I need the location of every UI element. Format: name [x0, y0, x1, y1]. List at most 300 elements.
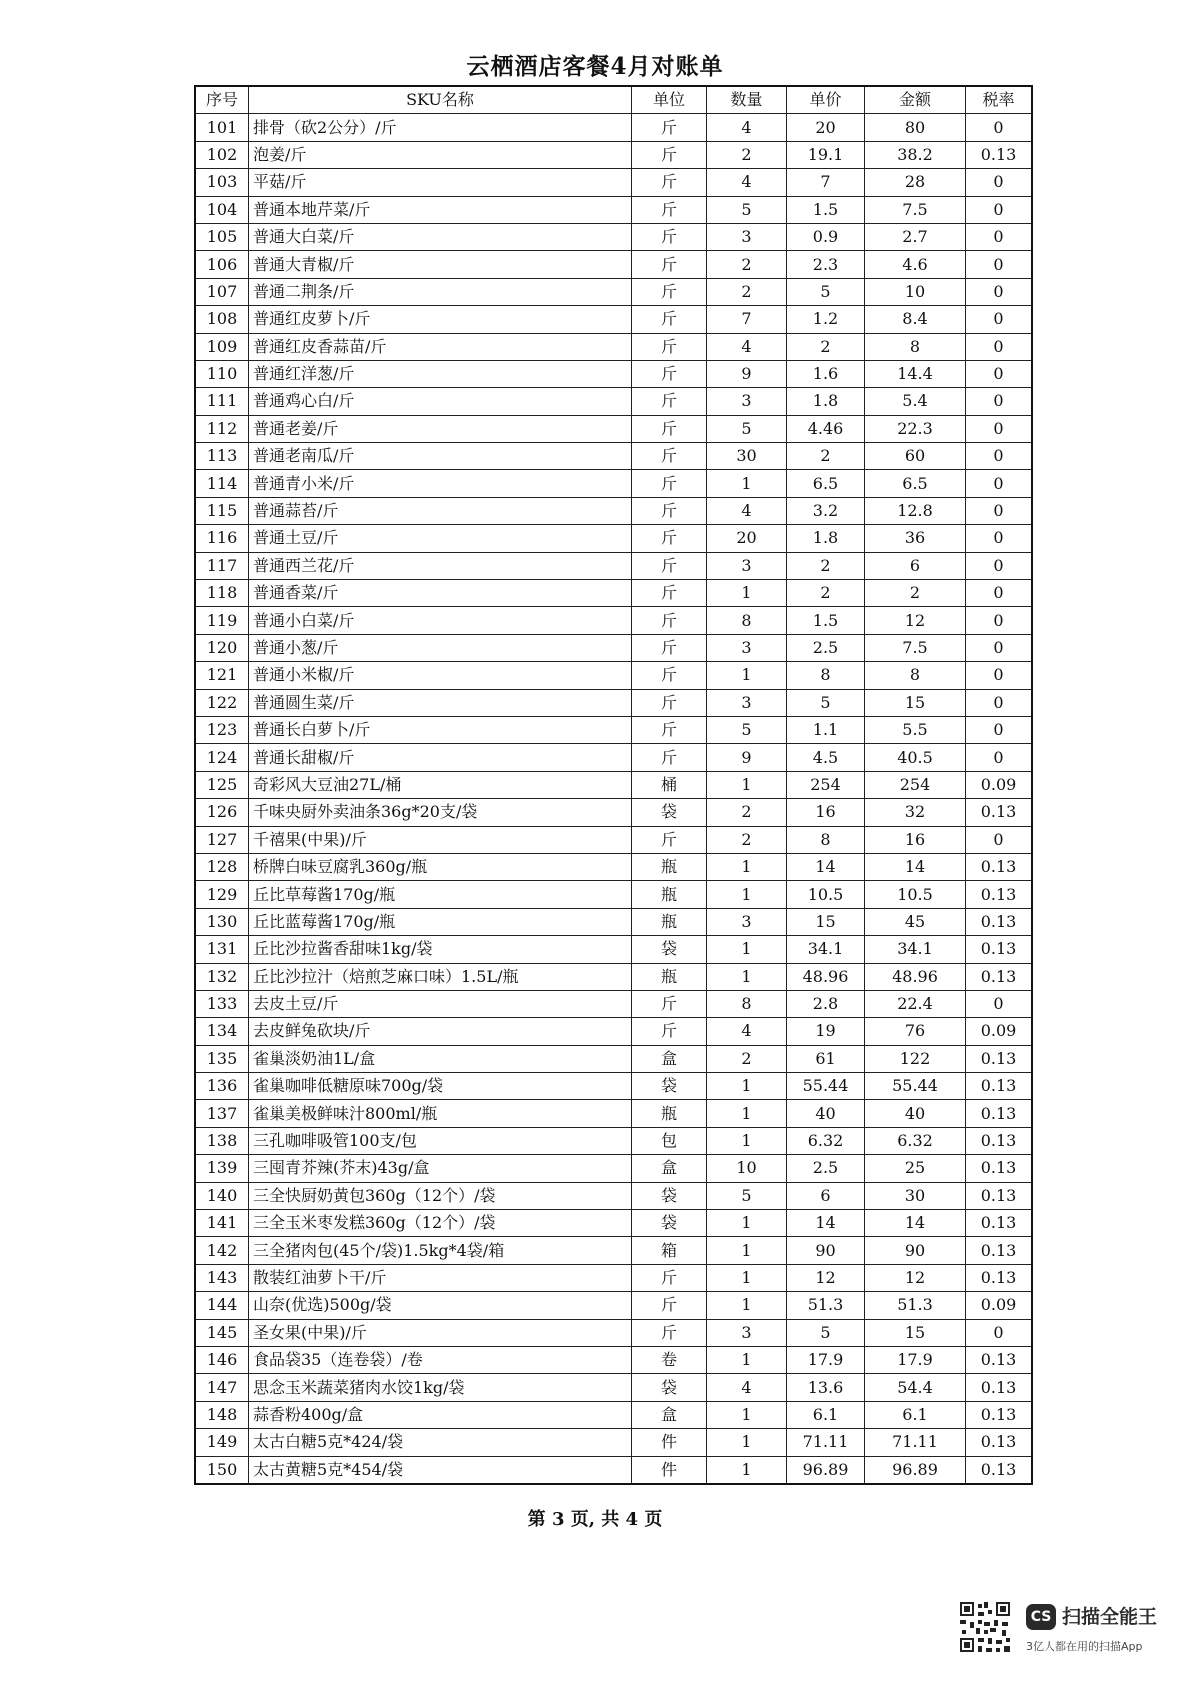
cell-amount: 6 [865, 552, 966, 579]
cell-tax: 0.09 [966, 1292, 1033, 1319]
cell-name: 三孔咖啡吸管100支/包 [249, 1127, 632, 1154]
table-row [195, 881, 1032, 908]
cell-qty: 1 [707, 1073, 787, 1100]
cell-amount: 51.3 [865, 1292, 966, 1319]
cell-amount: 2 [865, 580, 966, 607]
cell-amount: 5.4 [865, 388, 966, 415]
cell-price: 2 [787, 580, 865, 607]
cell-unit: 袋 [632, 1182, 707, 1209]
cell-qty: 1 [707, 1456, 787, 1484]
cell-seq: 138 [195, 1127, 249, 1154]
cell-name: 普通二荆条/斤 [249, 278, 632, 305]
cell-seq: 114 [195, 470, 249, 497]
cell-unit: 包 [632, 1127, 707, 1154]
cell-tax: 0 [966, 744, 1033, 771]
table-row [195, 333, 1032, 360]
cell-price: 96.89 [787, 1456, 865, 1484]
cell-qty: 3 [707, 689, 787, 716]
cell-qty: 9 [707, 744, 787, 771]
cell-name: 普通长白萝卜/斤 [249, 716, 632, 743]
cell-qty: 1 [707, 580, 787, 607]
col-header-seq: 序号 [195, 86, 249, 114]
cell-price: 13.6 [787, 1374, 865, 1401]
cell-qty: 1 [707, 1401, 787, 1428]
cell-qty: 8 [707, 990, 787, 1017]
cell-unit: 瓶 [632, 908, 707, 935]
cell-tax: 0 [966, 360, 1033, 387]
cell-name: 丘比沙拉酱香甜味1kg/袋 [249, 936, 632, 963]
cell-tax: 0 [966, 223, 1033, 250]
cell-qty: 5 [707, 1182, 787, 1209]
cell-name: 太古黄糖5克*454/袋 [249, 1456, 632, 1484]
cell-amount: 14 [865, 853, 966, 880]
table-row [195, 990, 1032, 1017]
col-header-tax: 税率 [966, 86, 1033, 114]
cell-amount: 54.4 [865, 1374, 966, 1401]
cell-qty: 3 [707, 388, 787, 415]
cell-name: 普通鸡心白/斤 [249, 388, 632, 415]
scanner-tagline: 3亿人都在用的扫描App [1026, 1640, 1143, 1653]
cell-seq: 142 [195, 1237, 249, 1264]
cell-qty: 1 [707, 662, 787, 689]
cell-seq: 118 [195, 580, 249, 607]
cell-seq: 111 [195, 388, 249, 415]
cell-name: 普通土豆/斤 [249, 525, 632, 552]
cell-amount: 14 [865, 1210, 966, 1237]
cell-name: 丘比蓝莓酱170g/瓶 [249, 908, 632, 935]
cell-name: 普通大白菜/斤 [249, 223, 632, 250]
cell-tax: 0.13 [966, 1100, 1033, 1127]
cell-price: 1.8 [787, 388, 865, 415]
cell-unit: 袋 [632, 1374, 707, 1401]
cell-amount: 122 [865, 1045, 966, 1072]
cell-qty: 1 [707, 1264, 787, 1291]
cell-amount: 10.5 [865, 881, 966, 908]
table-row [195, 196, 1032, 223]
cell-unit: 盒 [632, 1401, 707, 1428]
cell-price: 3.2 [787, 497, 865, 524]
cell-name: 普通红洋葱/斤 [249, 360, 632, 387]
ledger-table [194, 85, 1033, 1485]
cell-amount: 12 [865, 607, 966, 634]
cell-name: 圣女果(中果)/斤 [249, 1319, 632, 1346]
cell-seq: 131 [195, 936, 249, 963]
cell-name: 普通小葱/斤 [249, 634, 632, 661]
cell-unit: 斤 [632, 525, 707, 552]
cell-qty: 4 [707, 1018, 787, 1045]
cell-seq: 113 [195, 443, 249, 470]
cell-qty: 2 [707, 826, 787, 853]
cell-tax: 0.13 [966, 1346, 1033, 1373]
cell-seq: 117 [195, 552, 249, 579]
cell-price: 2.5 [787, 634, 865, 661]
cell-amount: 90 [865, 1237, 966, 1264]
cell-price: 7 [787, 169, 865, 196]
cell-amount: 25 [865, 1155, 966, 1182]
col-header-unit: 单位 [632, 86, 707, 114]
table-row [195, 936, 1032, 963]
table-row [195, 470, 1032, 497]
cell-tax: 0.13 [966, 1401, 1033, 1428]
cell-unit: 瓶 [632, 881, 707, 908]
cell-amount: 32 [865, 799, 966, 826]
cell-tax: 0.13 [966, 1456, 1033, 1484]
table-row [195, 908, 1032, 935]
cell-seq: 143 [195, 1264, 249, 1291]
cell-seq: 148 [195, 1401, 249, 1428]
cell-amount: 17.9 [865, 1346, 966, 1373]
cell-name: 普通蒜苔/斤 [249, 497, 632, 524]
cell-unit: 斤 [632, 415, 707, 442]
table-row [195, 306, 1032, 333]
cell-name: 思念玉米蔬菜猪肉水饺1kg/袋 [249, 1374, 632, 1401]
cell-qty: 2 [707, 251, 787, 278]
cell-tax: 0.13 [966, 1073, 1033, 1100]
table-row [195, 1292, 1032, 1319]
cell-name: 雀巢咖啡低糖原味700g/袋 [249, 1073, 632, 1100]
cell-tax: 0.13 [966, 1264, 1033, 1291]
cell-unit: 斤 [632, 716, 707, 743]
cell-name: 普通红皮萝卜/斤 [249, 306, 632, 333]
cell-name: 千味央厨外卖油条36g*20支/袋 [249, 799, 632, 826]
cell-qty: 4 [707, 333, 787, 360]
table-row [195, 580, 1032, 607]
cell-amount: 7.5 [865, 634, 966, 661]
cell-price: 5 [787, 1319, 865, 1346]
cell-price: 254 [787, 771, 865, 798]
cell-seq: 128 [195, 853, 249, 880]
table-row [195, 1264, 1032, 1291]
cell-amount: 48.96 [865, 963, 966, 990]
table-row [195, 251, 1032, 278]
cell-unit: 斤 [632, 1319, 707, 1346]
cell-amount: 38.2 [865, 141, 966, 168]
cell-name: 三全玉米枣发糕360g（12个）/袋 [249, 1210, 632, 1237]
cell-tax: 0.13 [966, 1210, 1033, 1237]
cell-name: 山奈(优选)500g/袋 [249, 1292, 632, 1319]
cell-amount: 14.4 [865, 360, 966, 387]
cell-unit: 袋 [632, 936, 707, 963]
cell-unit: 斤 [632, 634, 707, 661]
cell-unit: 斤 [632, 223, 707, 250]
cell-tax: 0.13 [966, 1045, 1033, 1072]
cell-price: 17.9 [787, 1346, 865, 1373]
cell-seq: 104 [195, 196, 249, 223]
cell-amount: 96.89 [865, 1456, 966, 1484]
cell-seq: 105 [195, 223, 249, 250]
cell-qty: 4 [707, 1374, 787, 1401]
cell-price: 6 [787, 1182, 865, 1209]
cell-unit: 箱 [632, 1237, 707, 1264]
table-row [195, 1018, 1032, 1045]
cell-amount: 6.32 [865, 1127, 966, 1154]
cell-qty: 5 [707, 716, 787, 743]
cell-qty: 1 [707, 1429, 787, 1456]
cell-tax: 0.09 [966, 1018, 1033, 1045]
table-row [195, 607, 1032, 634]
cell-price: 51.3 [787, 1292, 865, 1319]
cell-price: 14 [787, 853, 865, 880]
cell-seq: 136 [195, 1073, 249, 1100]
table-row [195, 443, 1032, 470]
table-row [195, 963, 1032, 990]
cell-unit: 斤 [632, 744, 707, 771]
table-row [195, 744, 1032, 771]
cell-seq: 147 [195, 1374, 249, 1401]
cell-name: 泡姜/斤 [249, 141, 632, 168]
cell-amount: 22.4 [865, 990, 966, 1017]
cell-qty: 3 [707, 1319, 787, 1346]
cell-seq: 120 [195, 634, 249, 661]
table-row [195, 1210, 1032, 1237]
cell-qty: 4 [707, 497, 787, 524]
cell-tax: 0 [966, 443, 1033, 470]
cell-seq: 141 [195, 1210, 249, 1237]
cell-amount: 40 [865, 1100, 966, 1127]
cell-unit: 斤 [632, 580, 707, 607]
table-row [195, 634, 1032, 661]
cell-tax: 0 [966, 251, 1033, 278]
cell-amount: 254 [865, 771, 966, 798]
cell-qty: 1 [707, 963, 787, 990]
cell-qty: 8 [707, 607, 787, 634]
table-row [195, 1127, 1032, 1154]
cell-seq: 137 [195, 1100, 249, 1127]
cell-amount: 16 [865, 826, 966, 853]
cell-amount: 60 [865, 443, 966, 470]
cell-seq: 122 [195, 689, 249, 716]
cell-amount: 7.5 [865, 196, 966, 223]
table-row [195, 1237, 1032, 1264]
cell-name: 三囤青芥辣(芥末)43g/盒 [249, 1155, 632, 1182]
scanner-app-name: 扫描全能王 [1062, 1606, 1158, 1628]
cell-seq: 106 [195, 251, 249, 278]
cell-amount: 30 [865, 1182, 966, 1209]
cell-qty: 9 [707, 360, 787, 387]
cell-tax: 0 [966, 333, 1033, 360]
cell-price: 1.5 [787, 607, 865, 634]
cell-price: 2 [787, 552, 865, 579]
table-row [195, 1374, 1032, 1401]
cell-price: 90 [787, 1237, 865, 1264]
cell-seq: 126 [195, 799, 249, 826]
cell-tax: 0 [966, 990, 1033, 1017]
cell-amount: 80 [865, 114, 966, 141]
cell-unit: 瓶 [632, 1100, 707, 1127]
cell-name: 雀巢淡奶油1L/盒 [249, 1045, 632, 1072]
cell-unit: 斤 [632, 1018, 707, 1045]
cell-price: 8 [787, 826, 865, 853]
cell-seq: 135 [195, 1045, 249, 1072]
cell-unit: 盒 [632, 1155, 707, 1182]
table-row [195, 826, 1032, 853]
cell-name: 散装红油萝卜干/斤 [249, 1264, 632, 1291]
cell-qty: 2 [707, 278, 787, 305]
cell-seq: 101 [195, 114, 249, 141]
cell-qty: 1 [707, 936, 787, 963]
ledger-body [195, 114, 1032, 1484]
cell-price: 2.8 [787, 990, 865, 1017]
cell-price: 1.5 [787, 196, 865, 223]
cell-amount: 40.5 [865, 744, 966, 771]
cell-amount: 28 [865, 169, 966, 196]
cell-price: 16 [787, 799, 865, 826]
table-header-row [195, 86, 1032, 114]
table-row [195, 114, 1032, 141]
table-row [195, 771, 1032, 798]
cell-unit: 袋 [632, 799, 707, 826]
cell-price: 5 [787, 278, 865, 305]
cell-seq: 145 [195, 1319, 249, 1346]
cell-price: 55.44 [787, 1073, 865, 1100]
cell-qty: 1 [707, 1292, 787, 1319]
cell-price: 4.46 [787, 415, 865, 442]
cell-price: 2.5 [787, 1155, 865, 1182]
cell-seq: 123 [195, 716, 249, 743]
cell-name: 千禧果(中果)/斤 [249, 826, 632, 853]
cell-unit: 瓶 [632, 853, 707, 880]
cell-seq: 109 [195, 333, 249, 360]
table-row [195, 853, 1032, 880]
cell-price: 10.5 [787, 881, 865, 908]
cell-name: 去皮鲜兔砍块/斤 [249, 1018, 632, 1045]
cell-seq: 121 [195, 662, 249, 689]
cell-price: 1.8 [787, 525, 865, 552]
table-row [195, 1182, 1032, 1209]
col-header-name: SKU名称 [249, 86, 632, 114]
table-row [195, 1456, 1032, 1484]
table-row [195, 525, 1032, 552]
cell-tax: 0 [966, 470, 1033, 497]
cell-tax: 0.13 [966, 1182, 1033, 1209]
cell-unit: 袋 [632, 1073, 707, 1100]
cell-tax: 0.13 [966, 853, 1033, 880]
cell-qty: 1 [707, 1346, 787, 1373]
cell-name: 奇彩风大豆油27L/桶 [249, 771, 632, 798]
cell-unit: 斤 [632, 196, 707, 223]
cell-name: 普通香菜/斤 [249, 580, 632, 607]
cell-seq: 110 [195, 360, 249, 387]
cell-seq: 124 [195, 744, 249, 771]
cell-price: 5 [787, 689, 865, 716]
cell-price: 20 [787, 114, 865, 141]
cell-qty: 30 [707, 443, 787, 470]
cell-qty: 4 [707, 169, 787, 196]
cell-qty: 5 [707, 415, 787, 442]
cell-unit: 件 [632, 1429, 707, 1456]
cell-name: 普通老南瓜/斤 [249, 443, 632, 470]
cell-seq: 108 [195, 306, 249, 333]
cell-amount: 4.6 [865, 251, 966, 278]
cell-name: 平菇/斤 [249, 169, 632, 196]
cell-seq: 129 [195, 881, 249, 908]
cell-price: 1.1 [787, 716, 865, 743]
cell-unit: 件 [632, 1456, 707, 1484]
cell-price: 40 [787, 1100, 865, 1127]
cell-amount: 5.5 [865, 716, 966, 743]
cell-unit: 斤 [632, 826, 707, 853]
cell-name: 丘比沙拉汁（焙煎芝麻口味）1.5L/瓶 [249, 963, 632, 990]
cell-qty: 4 [707, 114, 787, 141]
cell-qty: 3 [707, 223, 787, 250]
cell-seq: 132 [195, 963, 249, 990]
cell-unit: 斤 [632, 306, 707, 333]
table-row [195, 388, 1032, 415]
cell-unit: 斤 [632, 169, 707, 196]
cell-amount: 10 [865, 278, 966, 305]
cell-tax: 0 [966, 415, 1033, 442]
cell-tax: 0 [966, 826, 1033, 853]
cell-name: 蒜香粉400g/盒 [249, 1401, 632, 1428]
cell-qty: 20 [707, 525, 787, 552]
cell-unit: 斤 [632, 360, 707, 387]
cell-name: 雀巢美极鲜味汁800ml/瓶 [249, 1100, 632, 1127]
table-row [195, 1100, 1032, 1127]
cell-price: 6.1 [787, 1401, 865, 1428]
cell-unit: 斤 [632, 607, 707, 634]
cell-name: 普通老姜/斤 [249, 415, 632, 442]
cell-unit: 斤 [632, 497, 707, 524]
cell-name: 普通长甜椒/斤 [249, 744, 632, 771]
cell-name: 桥牌白味豆腐乳360g/瓶 [249, 853, 632, 880]
cell-name: 丘比草莓酱170g/瓶 [249, 881, 632, 908]
table-row [195, 1045, 1032, 1072]
cell-qty: 1 [707, 1237, 787, 1264]
page-number: 第 3 页, 共 4 页 [527, 1509, 663, 1530]
cell-tax: 0 [966, 196, 1033, 223]
cell-name: 普通本地芹菜/斤 [249, 196, 632, 223]
cell-amount: 55.44 [865, 1073, 966, 1100]
cell-price: 48.96 [787, 963, 865, 990]
cell-tax: 0.13 [966, 141, 1033, 168]
cell-price: 61 [787, 1045, 865, 1072]
table-row [195, 716, 1032, 743]
cell-price: 19 [787, 1018, 865, 1045]
cell-tax: 0 [966, 662, 1033, 689]
cell-tax: 0.13 [966, 936, 1033, 963]
cell-amount: 6.1 [865, 1401, 966, 1428]
cell-price: 71.11 [787, 1429, 865, 1456]
cell-name: 普通西兰花/斤 [249, 552, 632, 579]
cell-unit: 斤 [632, 141, 707, 168]
cell-price: 19.1 [787, 141, 865, 168]
cell-qty: 3 [707, 908, 787, 935]
cell-seq: 127 [195, 826, 249, 853]
cell-qty: 3 [707, 634, 787, 661]
cell-amount: 12.8 [865, 497, 966, 524]
cell-tax: 0 [966, 634, 1033, 661]
cell-amount: 71.11 [865, 1429, 966, 1456]
cell-tax: 0 [966, 1319, 1033, 1346]
cell-tax: 0 [966, 580, 1033, 607]
table-row [195, 1429, 1032, 1456]
cell-amount: 8.4 [865, 306, 966, 333]
table-row [195, 415, 1032, 442]
table-row [195, 223, 1032, 250]
cell-qty: 1 [707, 881, 787, 908]
cell-seq: 146 [195, 1346, 249, 1373]
cell-tax: 0 [966, 525, 1033, 552]
table-row [195, 141, 1032, 168]
cell-price: 6.5 [787, 470, 865, 497]
cell-tax: 0 [966, 306, 1033, 333]
cell-qty: 1 [707, 853, 787, 880]
cell-unit: 斤 [632, 1292, 707, 1319]
table-row [195, 1073, 1032, 1100]
table-row [195, 1346, 1032, 1373]
cell-name: 普通青小米/斤 [249, 470, 632, 497]
cell-unit: 斤 [632, 114, 707, 141]
